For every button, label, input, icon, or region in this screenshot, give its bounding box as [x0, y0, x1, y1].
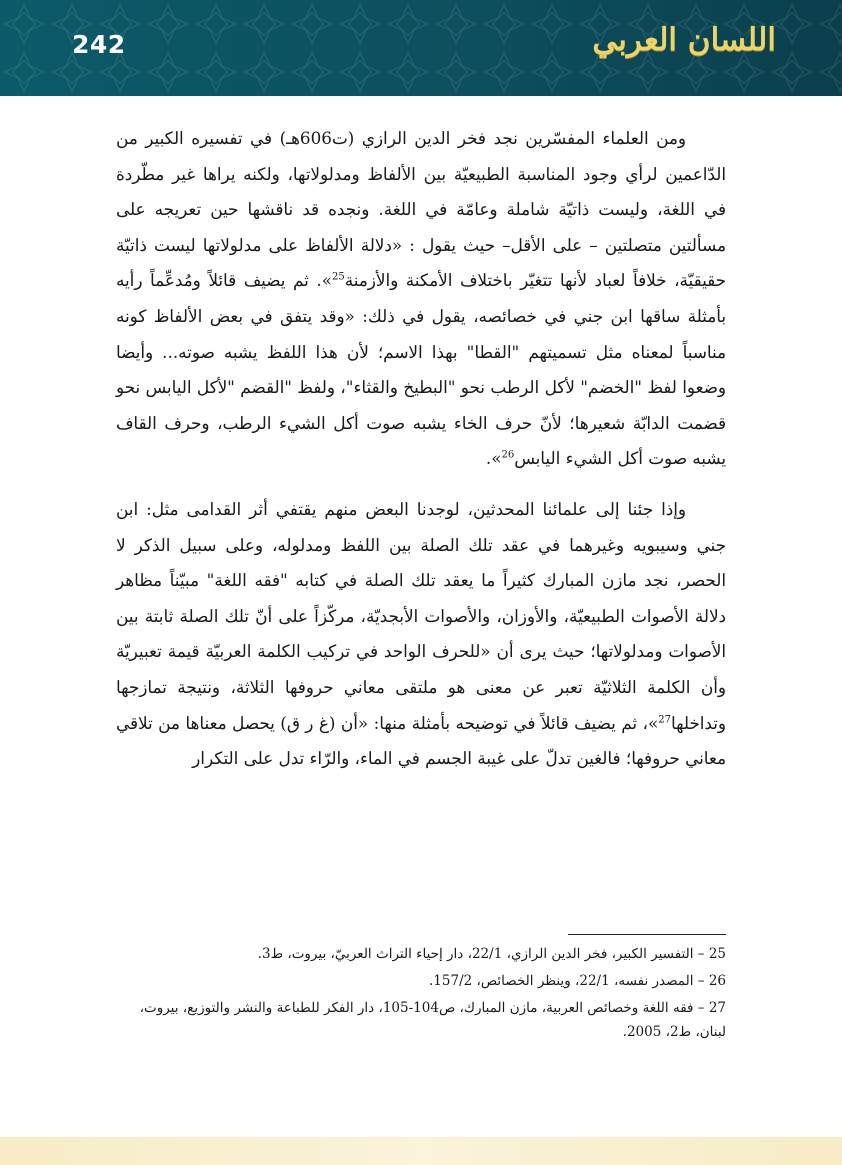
paragraph-2-text: وإذا جئنا إلى علمائنا المحدثين، لوجدنا البعض منهم يقتفي أثر القدامى مثل: ابن جني وسيبويه وغيرهما في عقد تلك الصلة بين اللفظ ومدلوله، وعلى سبيل الذكر لا الحصر، نجد مازن المبارك كثيراً ما يعقد تلك الصلة في كتابه "فقه اللغة" مبيّناً مظاهر دلالة الأصوات الطبيعيّة، والأوزان، والأصوات الأبجديّة، مركّزاً على أنّ تلك الصلة ثابتة بين الأصوات ومدلولاتها؛ حيث يرى أن «للحرف الواحد في تركيب الكلمة العربيّة قيمة تعبيريّة وأن الكلمة الثلاثيّة تعبر عن معنى هو ملتقى معاني حروفها الثلاثة، ونتيجة تمازجها وتداخلها	[116, 498, 726, 733]
journal-logo: اللسان العربي	[592, 22, 776, 58]
page-header	[0, 0, 842, 96]
paragraph-1-text-cont: ». ثم يضيف قائلاً ومُدعِّماً رأيه بأمثلة ساقها ابن جني في خصائصه، يقول في ذلك: «وقد يتفق في بعض الألفاظ كونه مناسباً لمعناه مثل تسميتهم "القطا" بهذا الاسم؛ لأن هذا اللفظ يشبه صوته... وأيضا وضعوا لفظ "الخضم" لأكل الرطب نحو "البطيخ والقثاء"، ولفظ "القضم "لأكل اليابس نحو قضمت الدابّة شعيرها؛ لأنّ حرف الخاء يشبه صوت أكل الشيء الرطب، وحرف القاف يشبه صوت أكل الشيء اليابس	[116, 270, 726, 469]
paragraph-1-text-end: ».	[485, 448, 502, 469]
page-number: 242	[72, 30, 126, 59]
paragraph-1-text: ومن العلماء المفسّرين نجد فخر الدين الرازي (ت606هـ) في تفسيره الكبير من الدّاعمين لرأي وجود المناسبة الطبيعيّة بين الألفاظ ومدلولاتها، ولكنه يراها غير مطّردة في اللغة، وليست ذاتيّة شاملة وعامّة في اللغة. ونجده قد ناقشها حين تعريجه على مسألتين متصلتين – على الأقل– حيث يقول : «دلالة الألفاظ على مدلولاتها ليست ذاتيّة حقيقيّة، خلافاً لعباد لأنها تتغيّر باختلاف الأمكنة والأزمنة	[116, 128, 726, 291]
footnote-ref-25: 25	[332, 271, 345, 283]
page-footer-band	[0, 1137, 842, 1165]
paragraph-2	[116, 492, 726, 777]
footnote-25: 25 – التفسير الكبير، فخر الدين الرازي، 22/1، دار إحياء التراث العربيّ، بيروت، ط3.	[257, 946, 726, 962]
footnote-26: 26 – المصدر نفسه، 22/1، وينظر الخصائص، 157/2.	[429, 973, 726, 989]
footnote-27: 27 – فقه اللغة وخصائص العربية، مازن المبارك، ص104-105، دار الفكر للطباعة والنشر والتوزيع، بيروت، لبنان، ط2، 2005.	[139, 1000, 726, 1040]
paragraph-2-text-cont: »، ثم يضيف قائلاً في توضيحه بأمثلة منها: «أن (غ ر ق) يحصل معناها من تلاقي معاني حروفها؛ فالغين تدلّ على غيبة الجسم في الماء، والرّاء تدل على التكرار	[116, 712, 726, 769]
footnote-ref-26: 26	[501, 449, 515, 461]
footnotes	[116, 942, 726, 1047]
footnote-ref-27: 27	[658, 713, 671, 725]
paragraph-1	[116, 121, 726, 477]
footnote-divider	[568, 934, 726, 935]
main-text	[116, 121, 726, 777]
